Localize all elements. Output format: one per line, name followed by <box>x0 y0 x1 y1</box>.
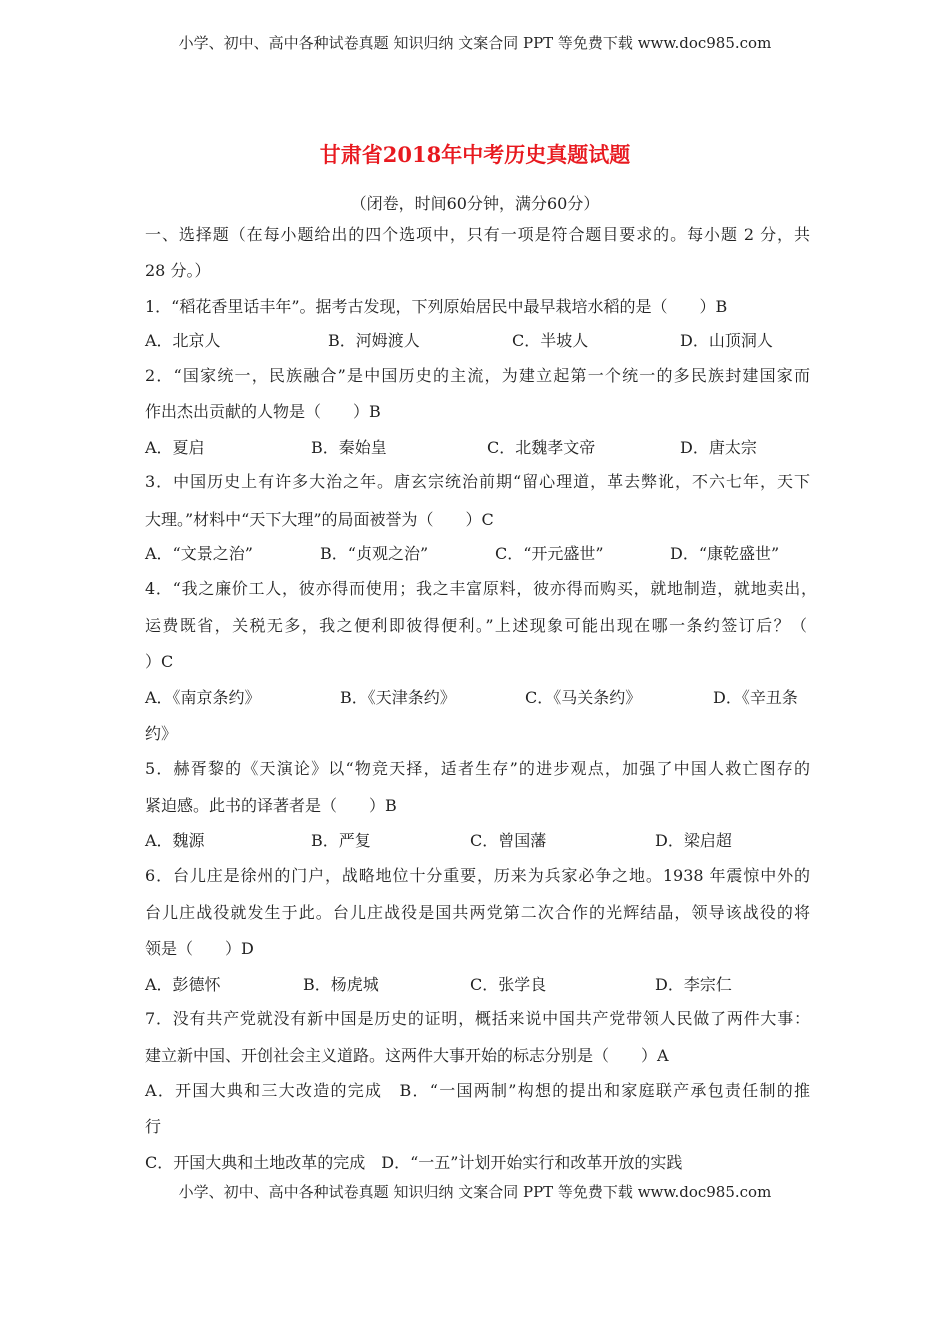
section-heading-cont: 28 分。） <box>145 261 211 280</box>
question-2-cont: 作出杰出贡献的人物是（ ）B <box>145 402 381 421</box>
option-d: D．李宗仁 <box>655 975 732 994</box>
option-d: D．“康乾盛世” <box>670 544 780 563</box>
question-4: 4．“我之廉价工人，彼亦得而使用；我之丰富原料，彼亦得而购买，就地制造，就地卖出， <box>145 579 817 598</box>
option-b: B．杨虎城 <box>303 975 379 994</box>
option-c: C．北魏孝文帝 <box>487 438 596 457</box>
question-7-cont: 建立新中国、开创社会主义道路。这两件大事开始的标志分别是（ ）A <box>145 1046 669 1065</box>
option-b: B．秦始皇 <box>311 438 387 457</box>
footer-banner: 小学、初中、高中各种试卷真题 知识归纳 文案合同 PPT 等免费下载 www.doc985.com <box>178 1183 772 1201</box>
question-4-answer: ）C <box>145 652 174 671</box>
option-d: D．梁启超 <box>655 831 732 850</box>
question-3-cont: 大理。”材料中“天下大理”的局面被誉为（ ）C <box>145 510 494 529</box>
question-6-answer: 领是（ ）D <box>145 939 254 958</box>
option-d: D．唐太宗 <box>680 438 757 457</box>
question-5: 5．赫胥黎的《天演论》以“物竞天择，适者生存”的进步观点，加强了中国人救亡图存的 <box>145 759 810 778</box>
question-4-cont: 运费既省，关税无多，我之便利即彼得便利。”上述现象可能出现在哪一条约签订后？（ <box>145 616 807 635</box>
question-1: 1．“稻花香里话丰年”。据考古发现，下列原始居民中最早栽培水稻的是（ ）B <box>145 297 728 316</box>
option-a: A．北京人 <box>145 331 221 350</box>
question-6-cont: 台儿庄战役就发生于此。台儿庄战役是国共两党第二次合作的光辉结晶，领导该战役的将 <box>145 903 810 922</box>
question-7-options-ab: A．开国大典和三大改造的完成 B．“一国两制”构想的提出和家庭联产承包责任制的推 <box>145 1081 810 1100</box>
question-5-cont: 紧迫感。此书的译著者是（ ）B <box>145 796 397 815</box>
question-7-options-cd: C．开国大典和土地改革的完成 D．“一五”计划开始实行和改革开放的实践 <box>145 1153 683 1172</box>
header-banner: 小学、初中、高中各种试卷真题 知识归纳 文案合同 PPT 等免费下载 www.doc985.com <box>178 34 772 52</box>
option-d: D．《辛丑条 <box>713 688 798 707</box>
option-a: A．彭德怀 <box>145 975 221 994</box>
option-a: A．魏源 <box>145 831 205 850</box>
option-b: B．《天津条约》 <box>340 688 456 707</box>
page-title: 甘肃省2018年中考历史真题试题 <box>319 142 631 167</box>
question-4-option-d-cont: 约》 <box>145 724 178 743</box>
option-c: C．半坡人 <box>512 331 589 350</box>
section-heading: 一、选择题（在每小题给出的四个选项中，只有一项是符合题目要求的。每小题 2 分，共 <box>145 225 810 244</box>
option-a: A．“文景之治” <box>145 544 253 563</box>
exam-info: （闭卷，时间60分钟，满分60分） <box>350 194 600 213</box>
option-c: C．张学良 <box>470 975 547 994</box>
question-3: 3．中国历史上有许多大治之年。唐玄宗统治前期“留心理道，革去弊讹，不六七年，天下 <box>145 472 810 491</box>
question-2: 2．“国家统一，民族融合”是中国历史的主流，为建立起第一个统一的多民族封建国家而 <box>145 366 810 385</box>
question-6: 6．台儿庄是徐州的门户，战略地位十分重要，历来为兵家必争之地。1938 年震惊中外的 <box>145 866 810 885</box>
option-a: A．《南京条约》 <box>145 688 261 707</box>
option-c: C．曾国藩 <box>470 831 547 850</box>
question-7-option-b-cont: 行 <box>145 1117 162 1136</box>
option-d: D．山顶洞人 <box>680 331 773 350</box>
option-b: B．河姆渡人 <box>328 331 420 350</box>
option-c: C．“开元盛世” <box>495 544 604 563</box>
option-a: A．夏启 <box>145 438 205 457</box>
option-b: B．严复 <box>311 831 371 850</box>
option-b: B．“贞观之治” <box>320 544 429 563</box>
question-7: 7．没有共产党就没有新中国是历史的证明，概括来说中国共产党带领人民做了两件大事： <box>145 1009 810 1028</box>
option-c: C．《马关条约》 <box>525 688 642 707</box>
